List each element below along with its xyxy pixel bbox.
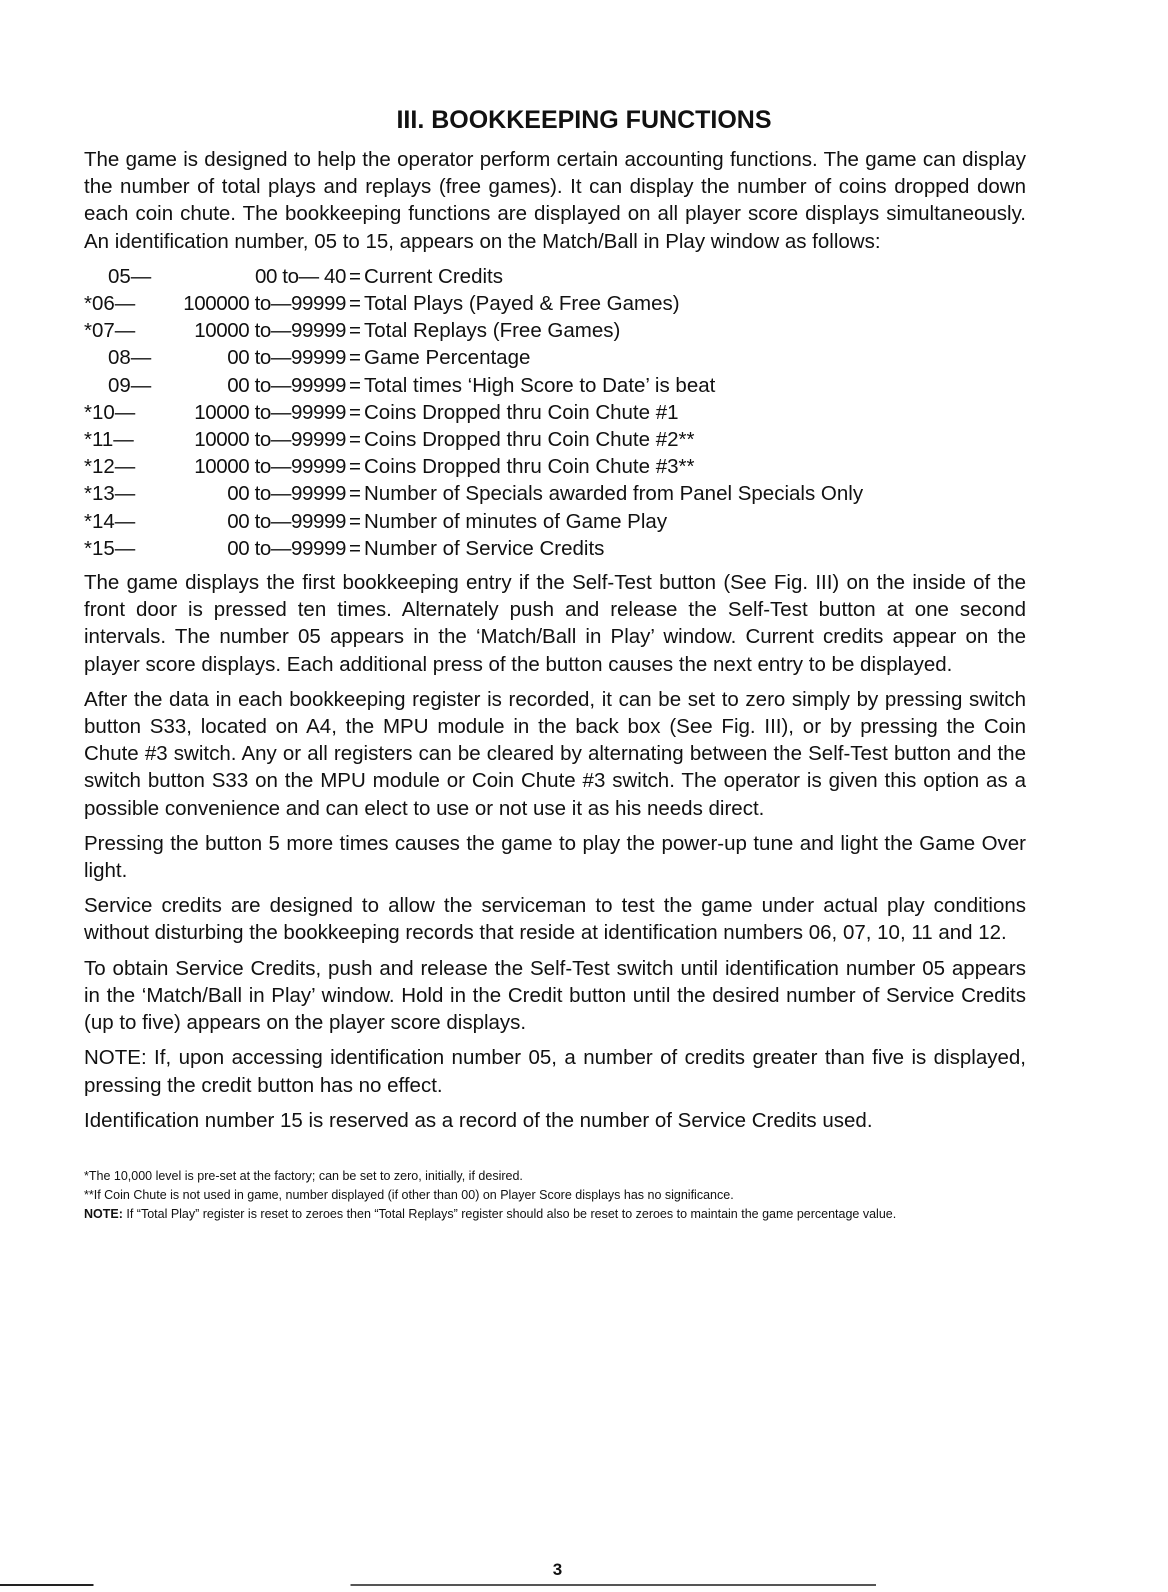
entry-description: Number of Specials awarded from Panel Specials Only [364, 482, 864, 506]
list-item [84, 453, 1026, 480]
entry-description: Coins Dropped thru Coin Chute #1 [364, 400, 679, 424]
footnote-double: **If Coin Chute is not used in game, number displayed (if other than 00) on Player Score displays has no significance. [84, 1187, 734, 1202]
list-item [84, 535, 1026, 562]
list-item [84, 480, 1026, 507]
entry-equals: = [349, 482, 361, 506]
body-text [84, 146, 1026, 1225]
entry-code: 05— [108, 264, 152, 288]
entry-code: *12— [84, 455, 136, 479]
entry-description: Coins Dropped thru Coin Chute #3** [364, 455, 695, 479]
section-title: III. BOOKKEEPING FUNCTIONS [396, 106, 772, 134]
paragraph: To obtain Service Credits, push and release the Self-Test switch until identification number 05 appears in the ‘Match/Ball in Play’ window. Hold in the Credit button until the desired number of Service Credits (up to five) appears on the player score displays. [84, 956, 1026, 1035]
paragraph: Identification number 15 is reserved as a record of the number of Service Credits used. [84, 1108, 873, 1132]
entry-range: 00 to—99999 [227, 536, 346, 560]
entry-code: *06— [84, 292, 136, 316]
entry-code: *11— [84, 428, 134, 452]
entry-code: 09— [108, 373, 152, 397]
entry-code: 08— [108, 346, 152, 370]
note-text: If “Total Play” register is reset to zeroes then “Total Replays” register should also be reset to zeroes to maintain the game percentage value. [122, 1206, 897, 1221]
note-label: NOTE: [84, 1206, 123, 1221]
entry-equals: = [349, 536, 361, 560]
entry-equals: = [349, 292, 361, 316]
list-item [84, 399, 1026, 426]
paragraph: NOTE: If, upon accessing identification number 05, a number of credits greater than five is displayed, pressing the credit button has no effect. [84, 1046, 1026, 1097]
entry-code: *15— [84, 536, 136, 560]
list-item [84, 372, 1026, 399]
entry-code: *10— [84, 400, 136, 424]
paragraph: Pressing the button 5 more times causes the game to play the power-up tune and light the Game Over light. [84, 831, 1026, 883]
entry-equals: = [349, 373, 361, 397]
list-item [84, 426, 1026, 453]
footnote-single: *The 10,000 level is pre-set at the factory; can be set to zero, initially, if desired. [84, 1168, 523, 1183]
list-item [84, 263, 1026, 290]
paragraph: The game displays the first bookkeeping entry if the Self-Test button (See Fig. III) on the inside of the front door is pressed ten times. Alternately push and release the Self-Test button at one second intervals. The number 05 appears in the ‘Match/Ball in Play’ window. Current credits appear on the player score displays. Each additional press of the button causes the next entry to be displayed. [84, 571, 1026, 676]
entry-equals: = [349, 428, 361, 452]
entry-range: 10000 to—99999 [194, 400, 346, 424]
list-item [84, 344, 1026, 371]
entry-description: Current Credits [364, 264, 503, 288]
entry-description: Total times ‘High Score to Date’ is beat [364, 373, 716, 397]
entry-description: Number of Service Credits [364, 536, 605, 560]
entry-equals: = [349, 400, 361, 424]
id-number-list [84, 263, 1026, 562]
entry-range: 00 to—99999 [227, 346, 346, 370]
entry-equals: = [349, 319, 361, 343]
paragraph: Service credits are designed to allow the serviceman to test the game under actual play conditions without disturbing the bookkeeping records that reside at identification numbers 06, 07, 10, 11 and 12. [84, 894, 1026, 945]
page-number: 3 [552, 1560, 563, 1579]
footnotes [84, 1168, 1026, 1223]
entry-range: 00 to—99999 [227, 482, 346, 506]
footnote-note [84, 1206, 1026, 1223]
entry-equals: = [349, 455, 361, 479]
entry-description: Total Plays (Payed & Free Games) [364, 292, 680, 316]
entry-code: *13— [84, 482, 136, 506]
intro-paragraph: The game is designed to help the operator perform certain accounting functions. The game can display the number of total plays and replays (free games). It can display the number of coins dropped down each coin chute. The bookkeeping functions are displayed on all player score displays simultaneously. An identification number, 05 to 15, appears on the Match/Ball in Play window as follows: [84, 148, 1026, 253]
entry-range: 00 to—99999 [227, 373, 346, 397]
entry-equals: = [349, 346, 361, 370]
entry-range: 00 to— 40 [255, 264, 346, 288]
paragraph: After the data in each bookkeeping register is recorded, it can be set to zero simply by pressing switch button S33, located on A4, the MPU module in the back box (See Fig. III), or by pressing the Coin Chute #3 switch. Any or all registers can be cleared by alternating between the Self-Test button and the switch button S33 on the MPU module or Coin Chute #3 switch. The operator is given this option as a possible convenience and can elect to use or not use it as his needs direct. [84, 687, 1026, 820]
entry-range: 10000 to—99999 [194, 319, 346, 343]
entry-description: Number of minutes of Game Play [364, 509, 668, 533]
entry-range: 100000 to—99999 [183, 292, 346, 316]
entry-equals: = [349, 509, 361, 533]
entry-code: *14— [84, 509, 136, 533]
entry-description: Total Replays (Free Games) [364, 319, 621, 343]
entry-description: Coins Dropped thru Coin Chute #2** [364, 428, 695, 452]
entry-code: *07— [84, 319, 136, 343]
entry-description: Game Percentage [364, 346, 531, 370]
entry-range: 10000 to—99999 [194, 428, 346, 452]
list-item [84, 290, 1026, 317]
list-item [84, 508, 1026, 535]
entry-range: 10000 to—99999 [194, 455, 346, 479]
entry-equals: = [349, 264, 361, 288]
list-item [84, 317, 1026, 344]
entry-range: 00 to—99999 [227, 509, 346, 533]
scan-edge-line [0, 1584, 1168, 1586]
